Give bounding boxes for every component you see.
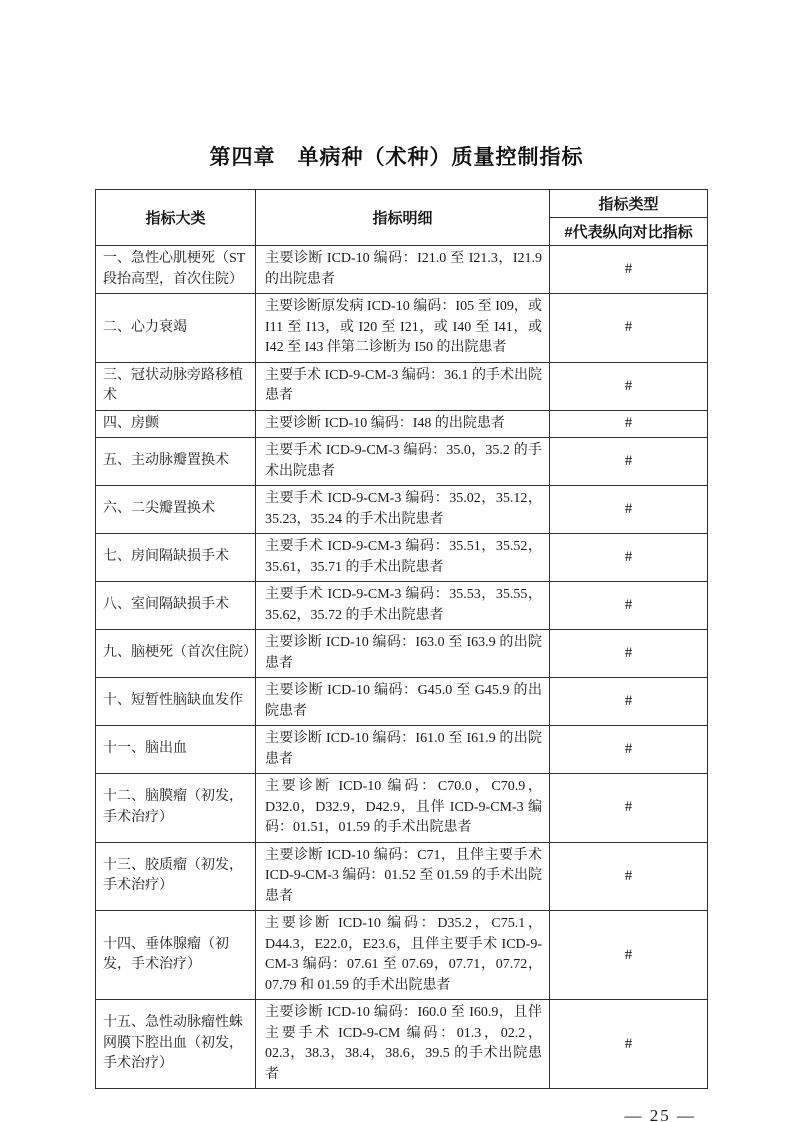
category-cell: 十三、胶质瘤（初发，手术治疗）	[96, 842, 256, 911]
type-cell: #	[550, 630, 708, 678]
detail-cell: 主要手术 ICD-9-CM-3 编码：35.53，35.55，35.62，35.72 的手术出院患者	[256, 582, 550, 630]
detail-cell: 主要手术 ICD-9-CM-3 编码：36.1 的手术出院患者	[256, 362, 550, 410]
detail-cell: 主要诊断 ICD-10 编码：D35.2，C75.1，D44.3，E22.0，E23.6，且伴主要手术 ICD-9-CM-3 编码：07.61 至 07.69，07.71，07.72，07.79 和 01.59 的手术出院患者	[256, 911, 550, 1000]
table-row	[96, 842, 708, 911]
category-cell: 五、主动脉瓣置换术	[96, 438, 256, 486]
category-cell: 十四、垂体腺瘤（初发，手术治疗）	[96, 911, 256, 1000]
page-number: — 25 —	[624, 1106, 696, 1122]
category-cell: 十五、急性动脉瘤性蛛网膜下腔出血（初发，手术治疗）	[96, 1000, 256, 1089]
detail-cell: 主要诊断 ICD-10 编码：I21.0 至 I21.3，I21.9 的出院患者	[256, 246, 550, 294]
type-cell: #	[550, 726, 708, 774]
type-cell: #	[550, 410, 708, 438]
category-cell: 八、室间隔缺损手术	[96, 582, 256, 630]
table-header	[96, 190, 708, 246]
page-title: 第四章 单病种（术种）质量控制指标	[209, 146, 584, 169]
category-cell: 二、心力衰竭	[96, 294, 256, 363]
type-cell: #	[550, 842, 708, 911]
type-cell: #	[550, 362, 708, 410]
indicators-table	[95, 189, 708, 1089]
table-row	[96, 534, 708, 582]
category-cell: 十、短暂性脑缺血发作	[96, 678, 256, 726]
type-cell: #	[550, 486, 708, 534]
category-cell: 七、房间隔缺损手术	[96, 534, 256, 582]
table-row	[96, 1000, 708, 1089]
type-cell: #	[550, 438, 708, 486]
type-cell: #	[550, 1000, 708, 1089]
header-type: 指标类型	[550, 190, 708, 218]
type-cell: #	[550, 678, 708, 726]
type-cell: #	[550, 774, 708, 843]
header-type-note: #代表纵向对比指标	[550, 218, 708, 246]
detail-cell: 主要诊断 ICD-10 编码：I63.0 至 I63.9 的出院患者	[256, 630, 550, 678]
type-cell: #	[550, 911, 708, 1000]
header-row-main	[96, 190, 708, 218]
table-row	[96, 678, 708, 726]
type-cell: #	[550, 534, 708, 582]
header-detail: 指标明细	[256, 190, 550, 246]
detail-cell: 主要诊断 ICD-10 编码：I48 的出院患者	[256, 410, 550, 438]
table-row	[96, 438, 708, 486]
header-category: 指标大类	[96, 190, 256, 246]
table-row	[96, 630, 708, 678]
table-row	[96, 294, 708, 363]
detail-cell: 主要手术 ICD-9-CM-3 编码：35.02，35.12，35.23，35.24 的手术出院患者	[256, 486, 550, 534]
category-cell: 四、房颤	[96, 410, 256, 438]
category-cell: 九、脑梗死（首次住院）	[96, 630, 256, 678]
detail-cell: 主要手术 ICD-9-CM-3 编码：35.0，35.2 的手术出院患者	[256, 438, 550, 486]
category-cell: 十二、脑膜瘤（初发，手术治疗）	[96, 774, 256, 843]
table-row	[96, 410, 708, 438]
table-row	[96, 362, 708, 410]
category-cell: 一、急性心肌梗死（ST 段抬高型，首次住院）	[96, 246, 256, 294]
table-row	[96, 246, 708, 294]
category-cell: 十一、脑出血	[96, 726, 256, 774]
category-cell: 六、二尖瓣置换术	[96, 486, 256, 534]
table-row	[96, 726, 708, 774]
table-row	[96, 582, 708, 630]
detail-cell: 主要手术 ICD-9-CM-3 编码：35.51，35.52，35.61，35.71 的手术出院患者	[256, 534, 550, 582]
detail-cell: 主要诊断 ICD-10 编码：G45.0 至 G45.9 的出院患者	[256, 678, 550, 726]
detail-cell: 主要诊断 ICD-10 编码：I61.0 至 I61.9 的出院患者	[256, 726, 550, 774]
table-row	[96, 486, 708, 534]
type-cell: #	[550, 582, 708, 630]
detail-cell: 主要诊断原发病 ICD-10 编码：I05 至 I09，或 I11 至 I13，或 I20 至 I21，或 I40 至 I41，或 I42 至 I43 伴第二诊断为 I50 的出院患者	[256, 294, 550, 363]
detail-cell: 主要诊断 ICD-10 编码：C71，且伴主要手术 ICD-9-CM-3 编码：01.52 至 01.59 的手术出院患者	[256, 842, 550, 911]
type-cell: #	[550, 246, 708, 294]
category-cell: 三、冠状动脉旁路移植术	[96, 362, 256, 410]
detail-cell: 主要诊断 ICD-10 编码：C70.0，C70.9，D32.0，D32.9，D42.9，且伴 ICD-9-CM-3 编码：01.51，01.59 的手术出院患者	[256, 774, 550, 843]
table-row	[96, 911, 708, 1000]
detail-cell: 主要诊断 ICD-10 编码：I60.0 至 I60.9，且伴主要手术 ICD-9-CM 编码：01.3，02.2，02.3，38.3，38.4，38.6，39.5 的手术出院患者	[256, 1000, 550, 1089]
type-cell: #	[550, 294, 708, 363]
table-row	[96, 774, 708, 843]
table-body	[96, 246, 708, 1089]
